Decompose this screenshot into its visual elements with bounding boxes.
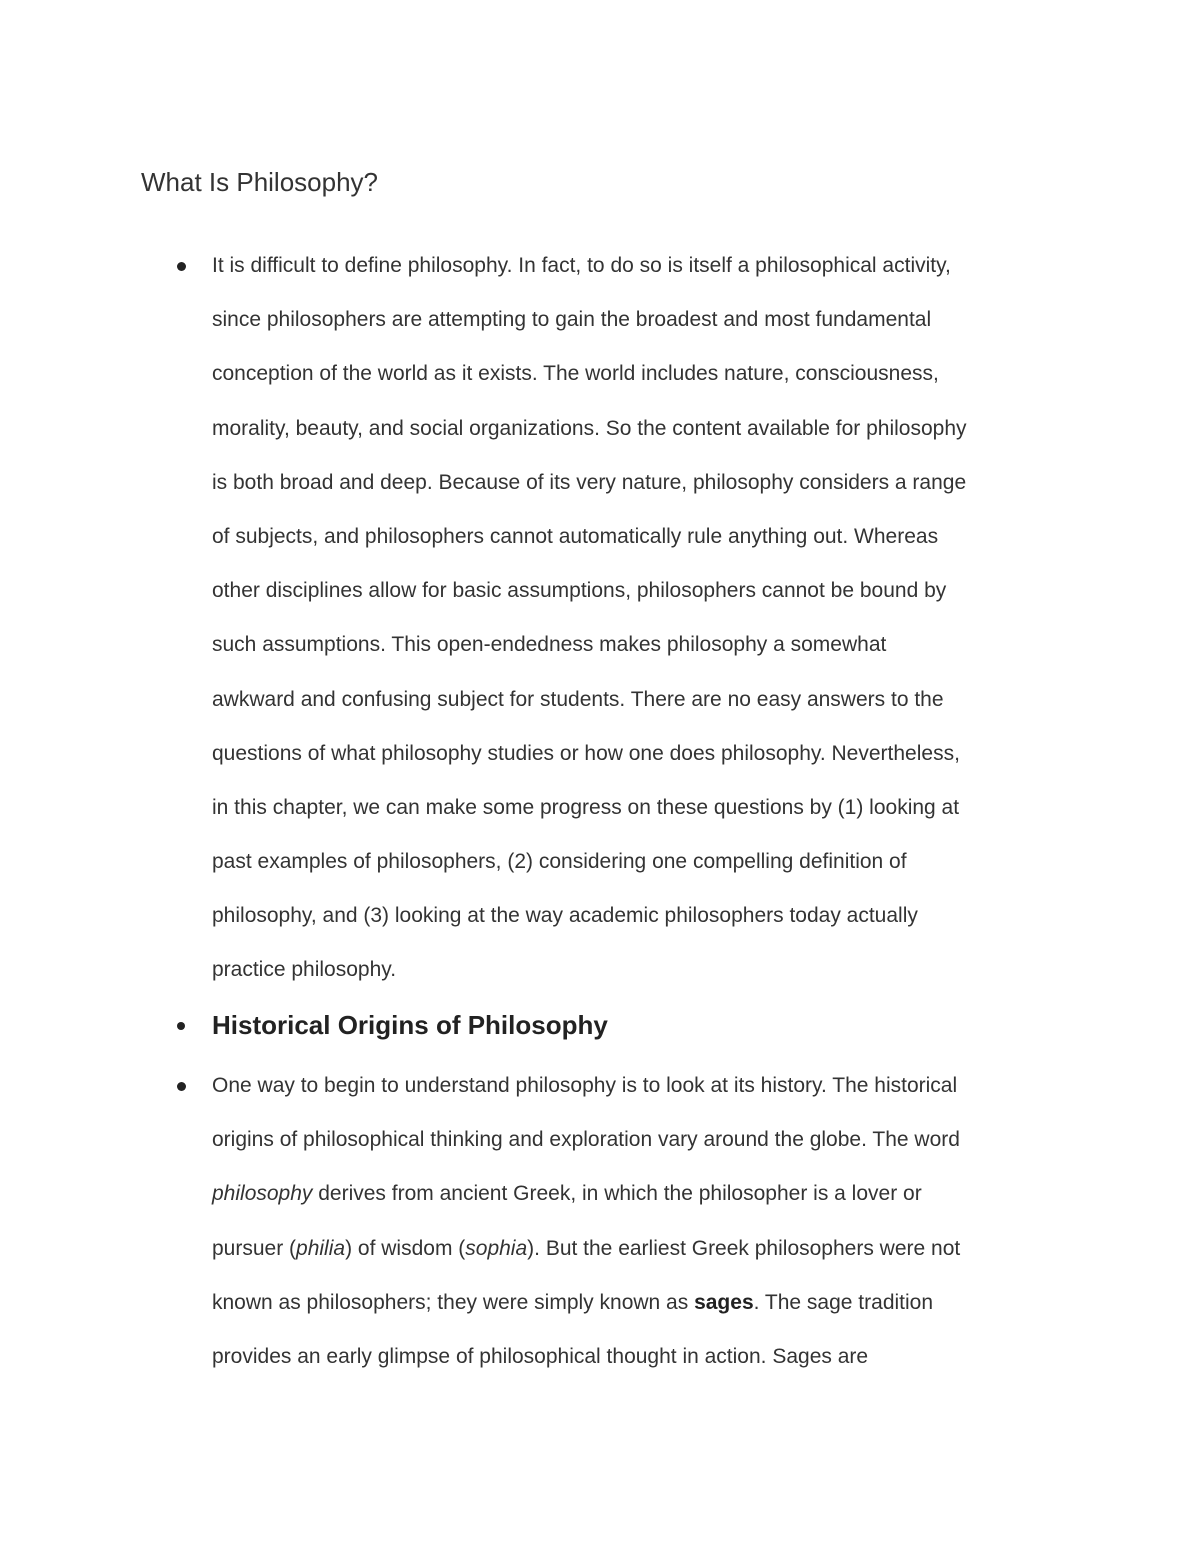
text-line: is both broad and deep. Because of its very nature, philosophy considers a range <box>212 470 967 494</box>
text-line: provides an early glimpse of philosophical thought in action. Sages are <box>212 1344 869 1368</box>
text-line: questions of what philosophy studies or how one does philosophy. Nevertheless, <box>212 741 960 765</box>
italic-term: philosophy <box>212 1182 313 1206</box>
italic-term: philia <box>296 1236 346 1260</box>
paragraph-what-is-philosophy <box>212 251 1072 1010</box>
text-line: origins of philosophical thinking and exploration vary around the globe. The word <box>212 1128 960 1152</box>
text-line: philosophy derives from ancient Greek, in which the philosopher is a lover or <box>212 1182 922 1206</box>
list-item <box>212 251 1072 1010</box>
paragraph-historical-origins <box>212 1071 1072 1396</box>
text-line: past examples of philosophers, (2) considering one compelling definition of <box>212 850 907 874</box>
text-line: known as philosophers; they were simply known as sages. The sage tradition <box>212 1290 934 1314</box>
text-line: awkward and confusing subject for students. There are no easy answers to the <box>212 687 944 711</box>
text-line: morality, beauty, and social organizations. So the content available for philosophy <box>212 416 967 440</box>
section-heading: Historical Origins of Philosophy <box>212 1010 608 1040</box>
text-line: One way to begin to understand philosophy is to look at its history. The historical <box>212 1074 958 1097</box>
text-line: practice philosophy. <box>212 958 397 982</box>
text-line: such assumptions. This open-endedness makes philosophy a somewhat <box>212 633 887 657</box>
text-line: conception of the world as it exists. The world includes nature, consciousness, <box>212 362 939 386</box>
text-line: philosophy, and (3) looking at the way academic philosophers today actually <box>212 904 918 928</box>
text-line: in this chapter, we can make some progress on these questions by (1) looking at <box>212 795 960 819</box>
bullet-dot-icon <box>177 1082 186 1091</box>
text-line: of subjects, and philosophers cannot automatically rule anything out. Whereas <box>212 524 939 548</box>
list-item <box>212 1008 1072 1042</box>
italic-term: sophia <box>465 1236 528 1260</box>
text-line: since philosophers are attempting to gain the broadest and most fundamental <box>212 308 932 332</box>
bullet-dot-icon <box>177 1022 185 1030</box>
text-line: other disciplines allow for basic assumptions, philosophers cannot be bound by <box>212 579 947 603</box>
bullet-dot-icon <box>177 262 186 271</box>
bold-term: sages <box>694 1290 754 1314</box>
text-line: It is difficult to define philosophy. In fact, to do so is itself a philosophical activity, <box>212 254 951 277</box>
page-title: What Is Philosophy? <box>141 167 379 197</box>
text-line: pursuer (philia) of wisdom (sophia). But the earliest Greek philosophers were not <box>212 1236 961 1260</box>
list-item <box>212 1071 1072 1396</box>
